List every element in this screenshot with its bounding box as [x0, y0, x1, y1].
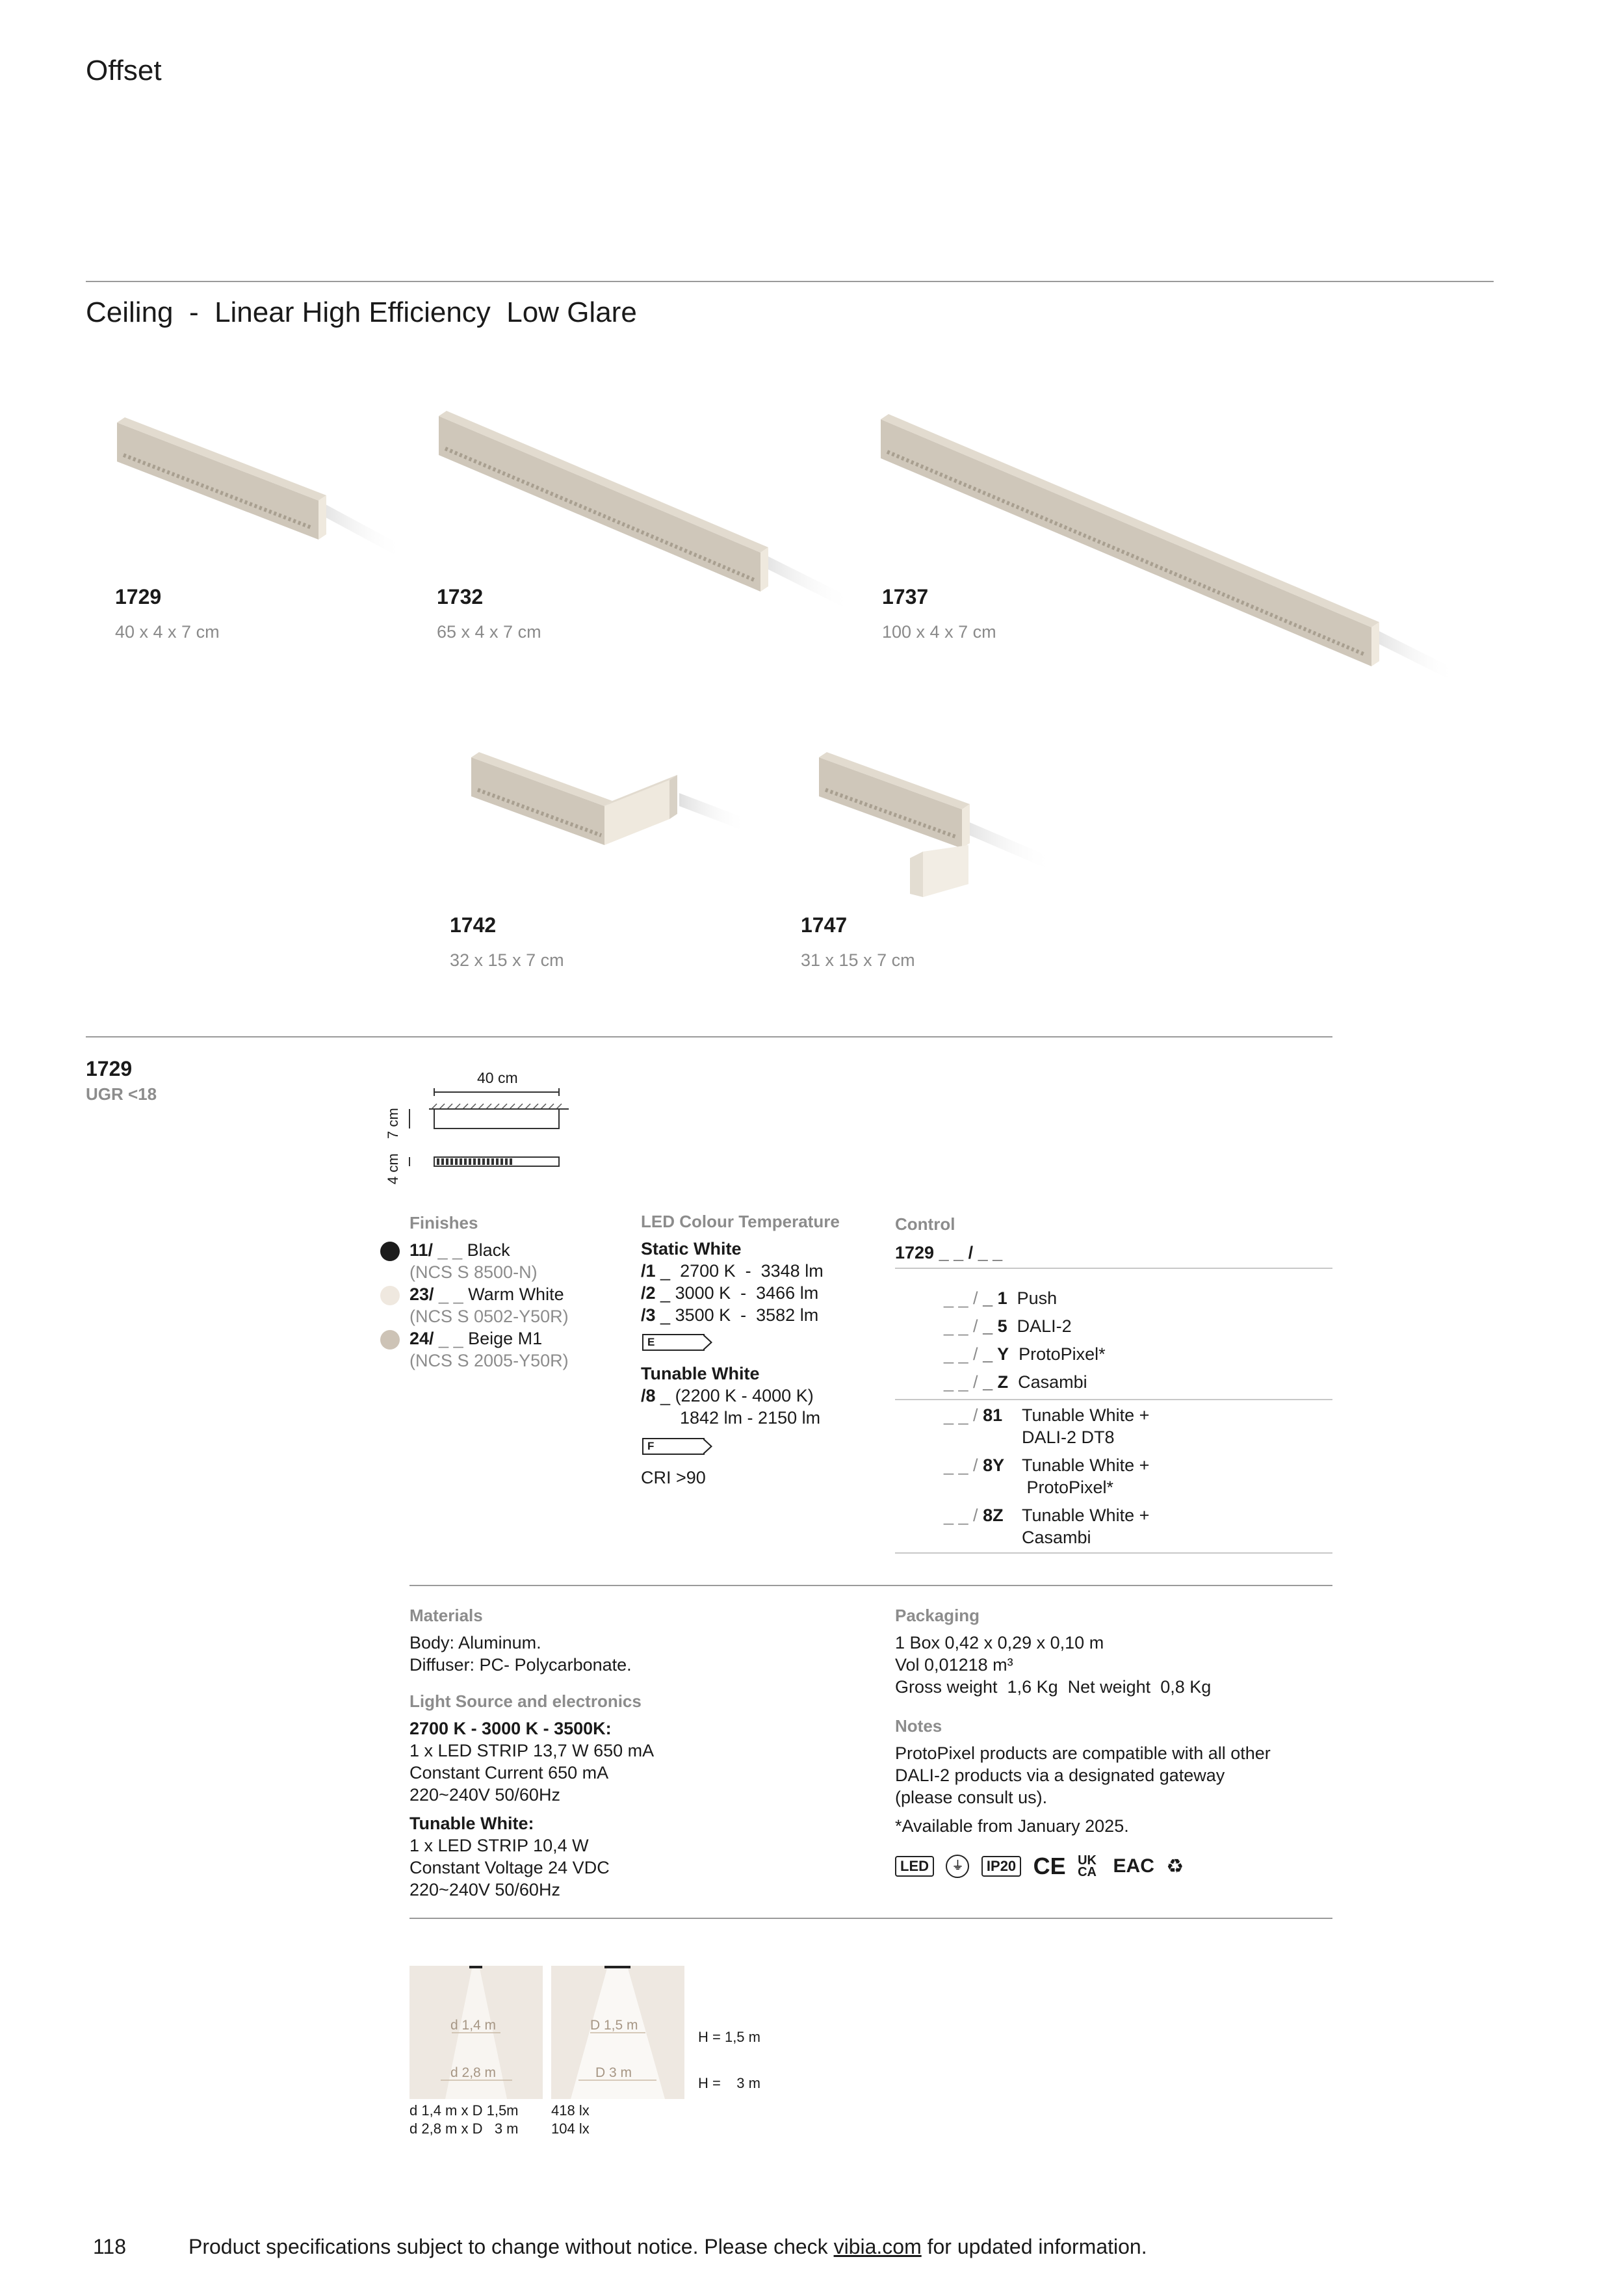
notes-label: Notes — [895, 1716, 942, 1736]
recycle-cert-icon: ♻ — [1166, 1855, 1184, 1877]
light-source-static-1: 1 x LED STRIP 13,7 W 650 mA — [409, 1741, 655, 1760]
photometry-row1-dist: d 1,4 m x D 1,5m — [409, 2102, 519, 2119]
drawing-length: 40 cm — [477, 1069, 518, 1086]
certifications — [895, 1853, 1193, 1880]
finish-ncs-beige: (NCS S 2005-Y50R) — [409, 1351, 569, 1370]
control-item-tw-dali[interactable]: _ _ / 81 — [944, 1405, 1003, 1425]
specs-divider — [409, 1585, 1332, 1586]
control-divider-bottom — [895, 1552, 1332, 1554]
photometry-row2-lux: 104 lx — [551, 2120, 590, 2137]
product-code-1742: 1742 — [450, 913, 497, 937]
product-dims-1729: 40 x 4 x 7 cm — [115, 622, 220, 642]
product-dims-1747: 31 x 15 x 7 cm — [801, 950, 915, 970]
luminaire-1747-image — [819, 752, 1053, 897]
packaging-box: 1 Box 0,42 x 0,29 x 0,10 m — [895, 1633, 1104, 1652]
photometry-d2: d 2,8 m — [450, 2065, 497, 2080]
static-white-title: Static White — [641, 1239, 742, 1259]
detail-divider — [86, 1036, 1332, 1037]
footer-disclaimer: Product specifications subject to change without notice. Please check vibia.com for updated information. — [188, 2235, 1147, 2258]
finish-ncs-black: (NCS S 8500-N) — [409, 1262, 538, 1282]
photometry-h1: H = 1,5 m — [698, 2029, 760, 2045]
header-divider — [86, 281, 1494, 282]
control-item-protopixel[interactable]: _ _ / _ Y ProtoPixel* — [944, 1344, 1106, 1364]
brand-title: Offset — [86, 55, 162, 86]
photometry-divider — [409, 1918, 1332, 1919]
control-divider-mid — [895, 1399, 1332, 1400]
luminaire-1742-image — [471, 752, 747, 845]
tunable-white-title: Tunable White — [641, 1364, 760, 1383]
light-source-static-title: 2700 K - 3000 K - 3500K: — [409, 1719, 612, 1738]
product-dims-1742: 32 x 15 x 7 cm — [450, 950, 564, 970]
notes-line-3: (please consult us). — [895, 1788, 1048, 1807]
control-item-dali2[interactable]: _ _ / _ 5 DALI-2 — [944, 1316, 1072, 1336]
drawing-height: 7 cm — [385, 1108, 401, 1139]
product-dims-1737: 100 x 4 x 7 cm — [882, 622, 996, 642]
notes-available: *Available from January 2025. — [895, 1816, 1129, 1836]
led-static-1[interactable]: /1 _ 2700 K - 3348 lm — [641, 1261, 824, 1281]
ukca-cert-icon: UK CA — [1078, 1853, 1097, 1879]
packaging-volume: Vol 0,01218 m³ — [895, 1655, 1013, 1675]
photometry-row2-dist: d 2,8 m x D 3 m — [409, 2120, 519, 2137]
finish-item-black[interactable]: 11/ _ _ Black — [409, 1240, 510, 1260]
light-source-static-3: 220~240V 50/60Hz — [409, 1785, 560, 1805]
led-static-2[interactable]: /2 _ 3000 K - 3466 lm — [641, 1283, 819, 1303]
product-code-1729: 1729 — [115, 585, 162, 608]
detail-code: 1729 — [86, 1057, 133, 1080]
control-item-tw-protopixel[interactable]: _ _ / 8Y — [944, 1455, 1005, 1475]
light-source-tunable-2: Constant Voltage 24 VDC — [409, 1858, 610, 1877]
luminaire-1732-image — [439, 411, 851, 611]
light-source-label: Light Source and electronics — [409, 1691, 642, 1711]
led-tunable-lumens: 1842 lm - 2150 lm — [680, 1408, 821, 1428]
control-label: Control — [895, 1214, 955, 1234]
photometry-row1-lux: 418 lx — [551, 2102, 590, 2119]
page-number: 118 — [93, 2235, 127, 2258]
eac-cert-icon: EAC — [1113, 1855, 1154, 1877]
led-cert-icon: LED — [895, 1856, 934, 1877]
product-code-1737: 1737 — [882, 585, 929, 608]
product-dims-1732: 65 x 4 x 7 cm — [437, 622, 541, 642]
control-item-tw-casambi-name: Tunable White + Casambi — [1022, 1506, 1150, 1547]
technical-drawing — [377, 1086, 578, 1190]
control-divider-top — [895, 1268, 1332, 1269]
ugr-rating: UGR <18 — [86, 1084, 157, 1104]
finishes-label: Finishes — [409, 1213, 478, 1233]
control-item-casambi[interactable]: _ _ / _ Z Casambi — [944, 1372, 1087, 1392]
control-item-tw-casambi[interactable]: _ _ / 8Z — [944, 1506, 1004, 1525]
finish-item-beige[interactable]: 24/ _ _ Beige M1 — [409, 1329, 543, 1348]
materials-label: Materials — [409, 1606, 483, 1625]
packaging-weight: Gross weight 1,6 Kg Net weight 0,8 Kg — [895, 1677, 1212, 1697]
photometry-d1: d 1,4 m — [450, 2018, 497, 2033]
led-static-3[interactable]: /3 _ 3500 K - 3582 lm — [641, 1305, 819, 1325]
luminaire-1729-image — [117, 417, 403, 559]
control-item-tw-dali-name: Tunable White + DALI-2 DT8 — [1022, 1405, 1150, 1447]
product-code-1732: 1732 — [437, 585, 484, 608]
light-source-tunable-3: 220~240V 50/60Hz — [409, 1880, 560, 1899]
ip20-cert-icon: IP20 — [981, 1856, 1021, 1877]
product-code-1747: 1747 — [801, 913, 848, 937]
notes-line-1: ProtoPixel products are compatible with all other — [895, 1743, 1271, 1763]
product-images — [97, 403, 1462, 897]
finish-swatch-warm-white[interactable] — [380, 1286, 400, 1305]
finish-item-warm-white[interactable]: 23/ _ _ Warm White — [409, 1285, 564, 1304]
materials-diffuser: Diffuser: PC- Polycarbonate. — [409, 1655, 632, 1675]
photometry-D2: D 3 m — [595, 2065, 632, 2080]
energy-class-tunable: F — [642, 1438, 705, 1455]
photometry-D1: D 1,5 m — [590, 2018, 638, 2033]
drawing-width: 4 cm — [385, 1153, 401, 1184]
notes-line-2: DALI-2 products via a designated gateway — [895, 1766, 1225, 1785]
control-item-push[interactable]: _ _ / _ 1 Push — [944, 1288, 1058, 1308]
control-code-line: 1729 _ _ / _ _ — [895, 1243, 1003, 1262]
control-item-tw-protopixel-name: Tunable White + ProtoPixel* — [1022, 1455, 1150, 1497]
class-two-icon: ⏚ — [946, 1855, 969, 1878]
photometry-h2: H = 3 m — [698, 2075, 760, 2091]
led-label: LED Colour Temperature — [641, 1212, 840, 1231]
luminaire-1737-image — [881, 414, 1456, 683]
materials-body: Body: Aluminum. — [409, 1633, 541, 1652]
light-source-tunable-title: Tunable White: — [409, 1814, 534, 1833]
light-source-tunable-1: 1 x LED STRIP 10,4 W — [409, 1836, 589, 1855]
vibia-link[interactable]: vibia.com — [833, 2235, 922, 2258]
finish-swatch-black[interactable] — [380, 1242, 400, 1261]
led-tunable[interactable]: /8 _ (2200 K - 4000 K) — [641, 1386, 814, 1405]
section-title: Ceiling - Linear High Efficiency Low Glare — [86, 296, 637, 328]
energy-class-static: E — [642, 1334, 705, 1351]
light-source-static-2: Constant Current 650 mA — [409, 1763, 609, 1782]
packaging-label: Packaging — [895, 1606, 980, 1625]
finish-swatch-beige[interactable] — [380, 1330, 400, 1350]
finish-ncs-warm-white: (NCS S 0502-Y50R) — [409, 1307, 569, 1326]
ce-cert-icon: CE — [1033, 1853, 1066, 1879]
cri-value: CRI >90 — [641, 1468, 706, 1487]
